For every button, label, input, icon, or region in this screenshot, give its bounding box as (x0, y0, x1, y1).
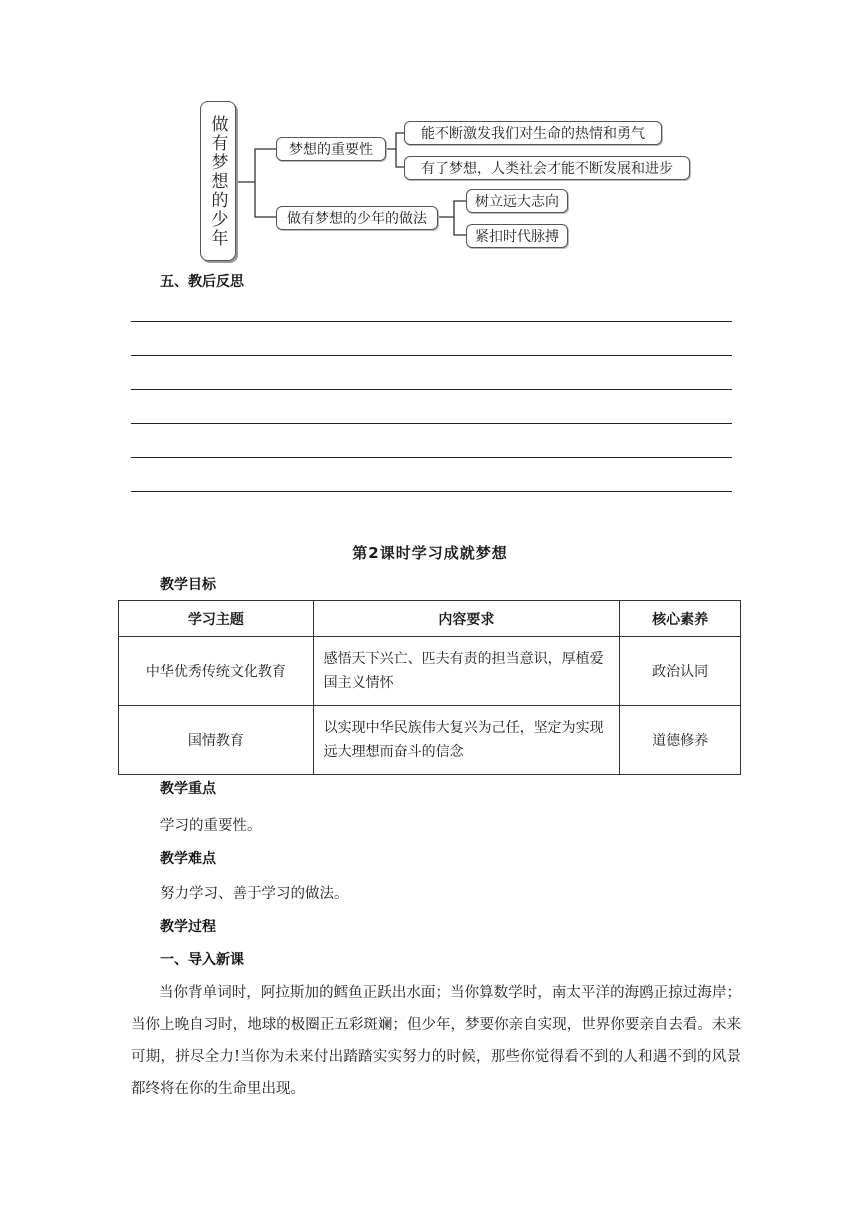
table-cell-content: 感悟天下兴亡、匹夫有责的担当意识，厚植爱国主义情怀 (313, 637, 620, 706)
table-cell-topic: 国情教育 (119, 706, 314, 775)
intro-heading: 一、导入新课 (160, 952, 244, 968)
table-header: 内容要求 (313, 601, 620, 637)
writing-line (131, 491, 732, 492)
objectives-heading: 教学目标 (160, 577, 216, 593)
table-header-row (119, 601, 741, 637)
objectives-table (118, 600, 741, 775)
table-cell-literacy: 政治认同 (620, 637, 741, 706)
mindmap-item: 能不断激发我们对生命的热情和勇气 (404, 121, 662, 145)
mindmap-branch-methods: 做有梦想的少年的做法 (276, 206, 438, 230)
table-cell-topic: 中华优秀传统文化教育 (119, 637, 314, 706)
difficulty-text: 努力学习、善于学习的做法。 (160, 886, 349, 902)
writing-line (131, 355, 732, 356)
mindmap-item: 有了梦想，人类社会才能不断发展和进步 (404, 156, 690, 180)
writing-line (131, 457, 732, 458)
table-cell-content: 以实现中华民族伟大复兴为己任，坚定为实现远大理想而奋斗的信念 (313, 706, 620, 775)
mindmap-item: 树立远大志向 (466, 189, 568, 213)
writing-line (131, 321, 732, 322)
lesson-title: 第2课时学习成就梦想 (352, 544, 508, 562)
table-row (119, 706, 741, 775)
mindmap-item: 紧扣时代脉搏 (466, 224, 568, 248)
difficulty-heading: 教学难点 (160, 851, 216, 867)
key-points-text: 学习的重要性。 (160, 818, 262, 834)
table-row (119, 637, 741, 706)
writing-line (131, 389, 732, 390)
key-points-heading: 教学重点 (160, 781, 216, 797)
process-heading: 教学过程 (160, 919, 216, 935)
mindmap-root: 做有梦想的少年 (200, 101, 236, 261)
mindmap-branch-importance: 梦想的重要性 (276, 137, 386, 161)
table-cell-literacy: 道德修养 (620, 706, 741, 775)
intro-paragraph: 当你背单词时，阿拉斯加的鳕鱼正跃出水面；当你算数学时，南太平洋的海鸥正掠过海岸；当你上晚自习时，地球的极圈正五彩斑斓；但少年，梦要你亲自实现，世界你要亲自去看。未来可期，拼尽全力!当你为未来付出踏踏实实努力的时候，那些你觉得看不到的人和遇不到的风景都终将在你的生命里出现。 (131, 985, 741, 1097)
writing-line (131, 423, 732, 424)
table-header: 核心素养 (620, 601, 741, 637)
reflection-heading: 五、教后反思 (160, 274, 244, 290)
table-header: 学习主题 (119, 601, 314, 637)
mindmap-connectors (0, 0, 860, 300)
